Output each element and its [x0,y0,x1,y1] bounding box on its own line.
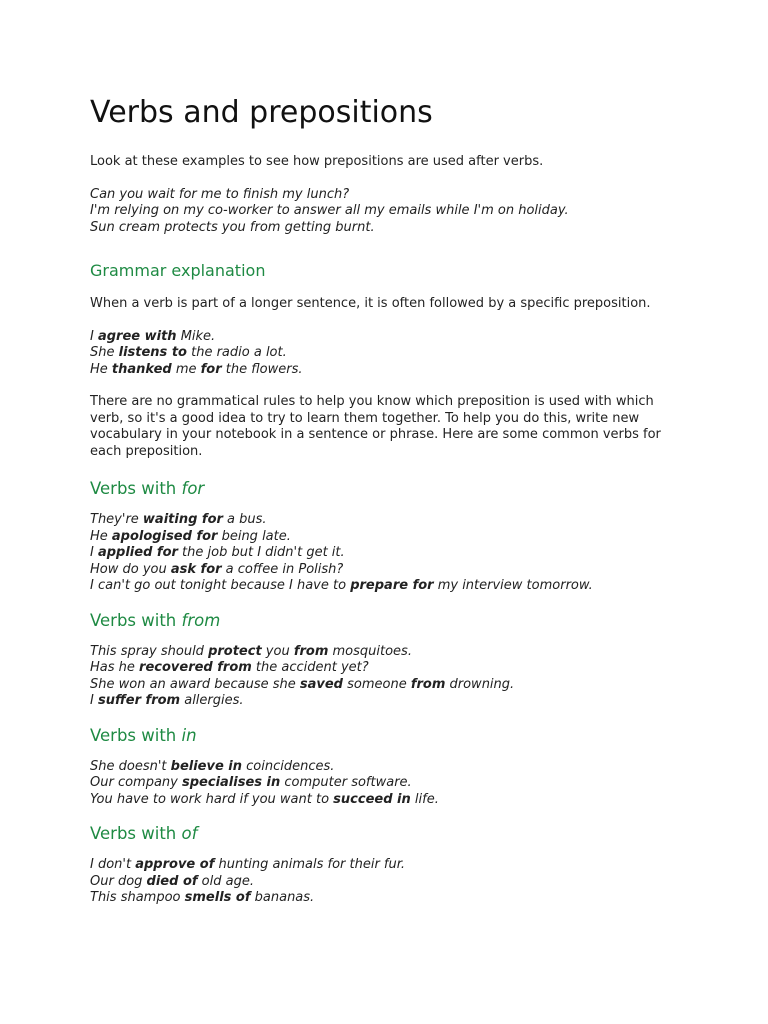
intro-example: I'm relying on my co-worker to answer all my emails while I'm on holiday. [90,203,569,218]
grammar-heading: Grammar explanation [90,261,266,280]
section-heading-in: Verbs with in [90,725,197,745]
example-sentence: She listens to the radio a lot. [90,345,287,360]
section-heading-for: Verbs with for [90,479,205,498]
intro-text: Look at these examples to see how prepositions are used after verbs. [90,154,544,169]
intro-example: Can you wait for me to finish my lunch? [90,186,350,202]
section-examples-for [90,512,690,595]
example-sentence: Our company specialises in computer software. [90,775,412,790]
section-examples-of [90,857,690,907]
section-examples-in [90,759,690,809]
example-sentence: This shampoo smells of bananas. [90,890,315,905]
section-heading-from: Verbs with from [90,610,221,630]
example-sentence: This spray should protect you from mosquitoes. [90,643,412,659]
example-sentence: He thanked me for the flowers. [90,361,303,377]
example-sentence: Our dog died of old age. [90,873,254,889]
advice-line: vocabulary in your notebook in a sentence or phrase. Here are some common verbs for [90,427,661,442]
example-sentence: She won an award because she saved someone from drowning. [90,676,515,692]
example-sentence: I applied for the job but I didn't get it. [90,545,345,560]
intro-example: Sun cream protects you from getting burnt. [90,219,375,235]
example-sentence: I agree with Mike. [90,328,216,344]
grammar-examples [90,329,690,379]
example-sentence: How do you ask for a coffee in Polish? [90,561,344,577]
advice-line: There are no grammatical rules to help you know which preposition is used with which [90,394,654,409]
advice-paragraph [90,394,690,460]
example-sentence: Has he recovered from the accident yet? [90,660,369,675]
grammar-text: When a verb is part of a longer sentence, it is often followed by a specific preposition. [90,296,651,311]
example-sentence: You have to work hard if you want to succeed in life. [90,791,439,807]
example-sentence: She doesn't believe in coincidences. [90,758,335,774]
example-sentence: I don't approve of hunting animals for their fur. [90,857,406,872]
advice-line: verb, so it's a good idea to try to learn them together. To help you do this, write new [90,410,640,426]
section-examples-from [90,644,690,710]
document-content [90,92,690,907]
example-sentence: They're waiting for a bus. [90,512,267,527]
page-title: Verbs and prepositions [90,95,433,130]
intro-examples [90,187,690,237]
example-sentence: I suffer from allergies. [90,693,244,708]
advice-line: each preposition. [90,443,203,459]
example-sentence: He apologised for being late. [90,528,291,544]
example-sentence: I can't go out tonight because I have to prepare for my interview tomorrow. [90,578,593,593]
section-heading-of: Verbs with of [90,824,198,843]
